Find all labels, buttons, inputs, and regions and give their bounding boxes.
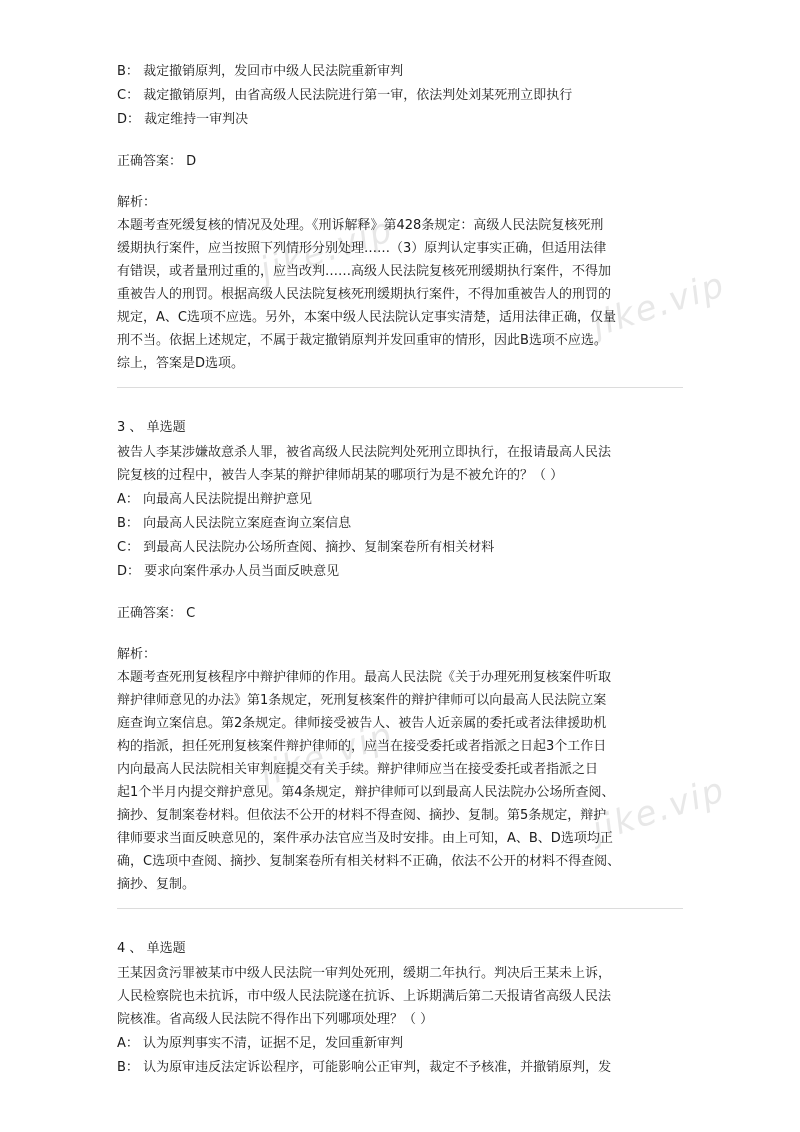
option-text: 认为原审违反法定诉讼程序，可能影响公正审判，裁定不予核准，并撤销原判，发	[143, 1060, 612, 1075]
analysis-line: 有错误，或者量刑过重的，应当改判……高级人民法院复核死刑缓期执行案件，不得加	[117, 264, 612, 279]
option-c	[117, 536, 683, 559]
watermark: jike.vip	[587, 264, 731, 346]
question-divider	[117, 908, 683, 909]
correct-answer	[117, 150, 683, 173]
correct-answer	[117, 602, 683, 625]
analysis-line: 庭查询立案信息。第2条规定。律师接受被告人、被告人近亲属的委托或者法律援助机	[117, 716, 607, 731]
analysis-line: 重被告人的刑罚。根据高级人民法院复核死刑缓期执行案件，不得加重被告人的刑罚的	[117, 287, 612, 302]
question-sep: 、	[129, 420, 143, 435]
option-text: 裁定撤销原判，发回市中级人民法院重新审判	[143, 64, 404, 79]
analysis-text	[117, 214, 683, 375]
question-3	[117, 416, 683, 896]
option-text: 裁定撤销原判，由省高级人民法院进行第一审，依法判处刘某死刑立即执行	[143, 88, 573, 103]
option-a	[117, 1032, 683, 1055]
analysis-line: 辩护律师意见的办法》第1条规定，死刑复核案件的辩护律师可以向最高人民法院立案	[117, 693, 607, 708]
analysis-line: 律师要求当面反映意见的，案件承办法官应当及时安排。由上可知，A、B、D选项均正	[117, 831, 613, 846]
answer-value: C	[186, 606, 196, 621]
option-label: B：	[117, 64, 139, 79]
option-label: D：	[117, 112, 141, 127]
answer-label: 正确答案：	[117, 606, 183, 621]
question-stem-line: 院复核的过程中，被告人李某的辩护律师胡某的哪项行为是不被允许的？（ ）	[117, 468, 564, 483]
watermark: jike.vip	[587, 769, 731, 851]
analysis-line: 摘抄、复制案卷材料。但依法不公开的材料不得查阅、摘抄、复制。第5条规定，辩护	[117, 808, 607, 823]
question-number: 3	[117, 420, 126, 435]
analysis-line: 起1个半月内提交辩护意见。第4条规定，辩护律师可以到最高人民法院办公场所查阅、	[117, 785, 615, 800]
question-4	[117, 937, 683, 1079]
option-text: 到最高人民法院办公场所查阅、摘抄、复制案卷所有相关材料	[143, 540, 495, 555]
analysis-line: 缓期执行案件，应当按照下列情形分别处理……（3）原判认定事实正确，但适用法律	[117, 241, 607, 256]
option-label: D：	[117, 564, 141, 579]
option-d	[117, 560, 683, 583]
option-label: B：	[117, 1060, 139, 1075]
question-divider	[117, 387, 683, 388]
option-c	[117, 84, 683, 107]
analysis-line: 本题考查死刑复核程序中辩护律师的作用。最高人民法院《关于办理死刑复核案件听取	[117, 670, 612, 685]
question-header	[117, 937, 683, 960]
option-label: A：	[117, 1036, 139, 1051]
option-b	[117, 512, 683, 535]
answer-label: 正确答案：	[117, 154, 183, 169]
content	[117, 60, 683, 1080]
analysis-line: 构的指派，担任死刑复核案件辩护律师的，应当在接受委托或者指派之日起3个工作日	[117, 739, 607, 754]
analysis-label: 解析：	[117, 195, 157, 210]
analysis-line: 刑不当。依据上述规定，不属于裁定撤销原判并发回重审的情形，因此B选项不应选。	[117, 333, 607, 348]
option-label: A：	[117, 492, 139, 507]
analysis-label: 解析：	[117, 647, 157, 662]
question-type: 单选题	[146, 420, 186, 435]
option-b	[117, 1056, 683, 1079]
option-text: 向最高人民法院立案庭查询立案信息	[143, 516, 352, 531]
option-text: 认为原判事实不清，证据不足，发回重新审判	[143, 1036, 404, 1051]
analysis-line: 本题考查死缓复核的情况及处理。《刑诉解释》第428条规定：高级人民法院复核死刑	[117, 218, 604, 233]
analysis-text	[117, 666, 683, 896]
answer-value: D	[186, 154, 197, 169]
watermark: jike.vip	[255, 714, 399, 796]
question-stem-line: 人民检察院也未抗诉，市中级人民法院遂在抗诉、上诉期满后第二天报请省高级人民法	[117, 989, 612, 1004]
option-text: 裁定维持一审判决	[144, 112, 249, 127]
option-text: 要求向案件承办人员当面反映意见	[144, 564, 340, 579]
question-type: 单选题	[146, 941, 186, 956]
analysis-line: 确，C选项中查阅、摘抄、复制案卷所有相关材料不正确，依法不公开的材料不得查阅、	[117, 854, 621, 869]
analysis-line: 规定，A、C选项不应选。另外，本案中级人民法院认定事实清楚，适用法律正确，仅量	[117, 310, 616, 325]
option-label: B：	[117, 516, 139, 531]
watermark: jike.vip	[255, 209, 399, 291]
analysis-line: 综上，答案是D选项。	[117, 356, 245, 371]
option-label: C：	[117, 540, 140, 555]
analysis-line: 摘抄、复制。	[117, 877, 196, 892]
option-b	[117, 60, 683, 83]
analysis-line: 内向最高人民法院相关审判庭提交有关手续。辩护律师应当在接受委托或者指派之日	[117, 762, 599, 777]
option-label: C：	[117, 88, 140, 103]
question-2	[117, 60, 683, 375]
question-stem-line: 院核准。省高级人民法院不得作出下列哪项处理？（ ）	[117, 1012, 434, 1027]
question-stem-line: 王某因贪污罪被某市中级人民法院一审判处死刑，缓期二年执行。判决后王某未上诉，	[117, 966, 612, 981]
option-text: 向最高人民法院提出辩护意见	[143, 492, 313, 507]
option-a	[117, 488, 683, 511]
question-sep: 、	[129, 941, 143, 956]
question-stem-line: 被告人李某涉嫌故意杀人罪，被省高级人民法院判处死刑立即执行，在报请最高人民法	[117, 445, 612, 460]
question-header	[117, 416, 683, 439]
question-number: 4	[117, 941, 126, 956]
option-d	[117, 108, 683, 131]
